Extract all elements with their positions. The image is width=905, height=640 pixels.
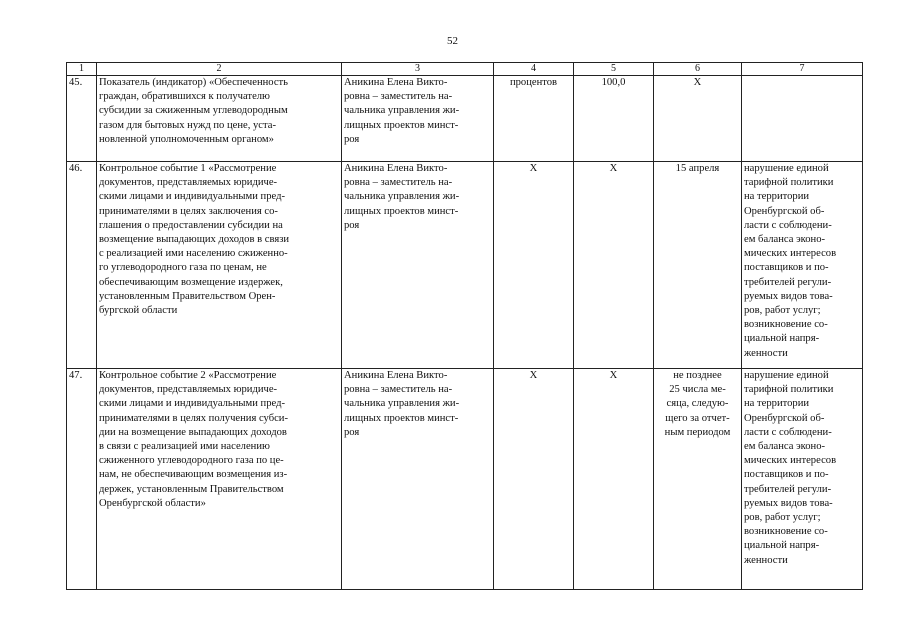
row-unit: процентов xyxy=(494,76,574,162)
row-deadline: 15 апреля xyxy=(654,162,742,369)
row-value: Х xyxy=(574,162,654,369)
row-name: Контрольное событие 1 «Рассмотрение документов, представляемых юридиче- скими лицами и индивидуальными пред- принимателями в целях заключения со- глашения о предоставлении субсидии на возмещение выпадающих доходов в связи с реализацией ими населению сжиженно- го углеводородного газа по ценам, не обеспечивающим возмещение издержек, установленным Правительством Орен- бургской области xyxy=(97,162,342,369)
row-number: 45. xyxy=(67,76,97,162)
monitoring-table xyxy=(66,62,863,590)
column-number-2: 2 xyxy=(97,63,342,76)
row-name: Контрольное событие 2 «Рассмотрение документов, представляемых юридиче- скими лицами и индивидуальными пред- принимателями в целях получения субси- дии на возмещение выпадающих доходов в связи с реализацией ими населению сжиженного углеводородного газа по це- нам, не обеспечивающим возмещения из- держек, установленным Правительством Оренбургской области» xyxy=(97,369,342,590)
row-risks xyxy=(742,76,863,162)
row-number: 46. xyxy=(67,162,97,369)
row-value: 100,0 xyxy=(574,76,654,162)
row-responsible: Аникина Елена Викто- ровна – заместитель на- чальника управления жи- лищных проектов минст- роя xyxy=(342,162,494,369)
table-row xyxy=(67,76,863,162)
row-unit: Х xyxy=(494,369,574,590)
table-row xyxy=(67,369,863,590)
row-responsible: Аникина Елена Викто- ровна – заместитель на- чальника управления жи- лищных проектов минст- роя xyxy=(342,369,494,590)
table-row xyxy=(67,162,863,369)
column-numbers-row xyxy=(67,63,863,76)
column-number-6: 6 xyxy=(654,63,742,76)
row-number: 47. xyxy=(67,369,97,590)
row-deadline: Х xyxy=(654,76,742,162)
row-deadline: не позднее 25 числа ме- сяца, следую- щего за отчет- ным периодом xyxy=(654,369,742,590)
column-number-4: 4 xyxy=(494,63,574,76)
column-number-1: 1 xyxy=(67,63,97,76)
row-risks: нарушение единой тарифной политики на территории Оренбургской об- ласти с соблюдени- ем баланса эконо- мических интересов поставщиков и по- требителей регули- руемых видов това- ров, работ услуг; возникновение со- циальной напря- женности xyxy=(742,369,863,590)
page-number: 52 xyxy=(447,35,458,47)
row-responsible: Аникина Елена Викто- ровна – заместитель на- чальника управления жи- лищных проектов минст- роя xyxy=(342,76,494,162)
row-unit: Х xyxy=(494,162,574,369)
column-number-7: 7 xyxy=(742,63,863,76)
row-value: Х xyxy=(574,369,654,590)
row-risks: нарушение единой тарифной политики на территории Оренбургской об- ласти с соблюдени- ем баланса эконо- мических интересов поставщиков и по- требителей регули- руемых видов това- ров, работ услуг; возникновение со- циальной напря- женности xyxy=(742,162,863,369)
row-name: Показатель (индикатор) «Обеспеченность граждан, обратившихся к получателю субсидии за сжиженным углеводородным газом для бытовых нужд по цене, уста- новленной уполномоченным органом» xyxy=(97,76,342,162)
column-number-5: 5 xyxy=(574,63,654,76)
column-number-3: 3 xyxy=(342,63,494,76)
